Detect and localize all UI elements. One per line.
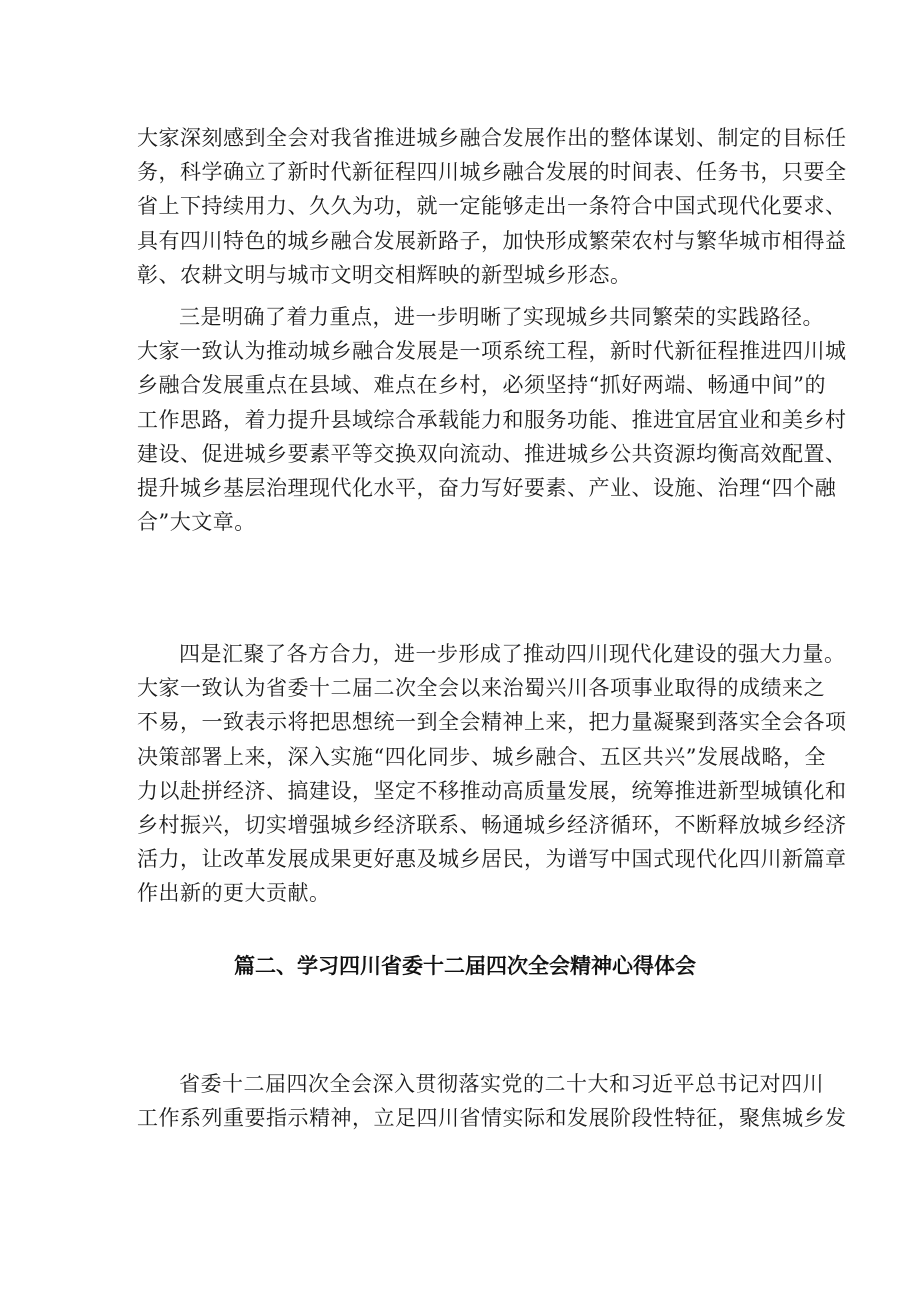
- text-line: 决策部署上来，深入实施“四化同步、城乡融合、五区共兴”发展战略，全: [137, 744, 826, 769]
- paragraph-continuation: [137, 121, 847, 292]
- text-line: 合”大文章。: [137, 510, 256, 535]
- text-line: 省委十二届四次全会深入贯彻落实党的二十大和习近平总书记对四川: [179, 1072, 824, 1096]
- text-line: 提升城乡基层治理现代化水平，奋力写好要素、产业、设施、治理“四个融: [137, 475, 837, 500]
- text-line: 彰、农耕文明与城市文明交相辉映的新型城乡形态。: [137, 262, 632, 287]
- paragraph-point-four: [137, 637, 847, 911]
- text-line: 乡村振兴，切实增强城乡经济联系、畅通城乡经济循环，不断释放城乡经济: [137, 812, 847, 837]
- text-line: 工作思路，着力提升县域综合承载能力和服务功能、推进宜居宜业和美乡村: [137, 407, 847, 432]
- text-line: 具有四川特色的城乡融合发展新路子，加快形成繁荣农村与繁华城市相得益: [137, 228, 847, 253]
- text-line: 作出新的更大贡献。: [137, 881, 331, 906]
- text-line: 四是汇聚了各方合力，进一步形成了推动四川现代化建设的强大力量。: [179, 642, 846, 666]
- text-line: 不易，一致表示将把思想统一到全会精神上来，把力量凝聚到落实全会各项: [137, 710, 847, 735]
- section-heading: 篇二、学习四川省委十二届四次全会精神心得体会: [234, 954, 696, 978]
- text-line: 大家深刻感到全会对我省推进城乡融合发展作出的整体谋划、制定的目标任: [137, 126, 847, 150]
- text-line: 务，科学确立了新时代新征程四川城乡融合发展的时间表、任务书，只要全: [137, 160, 847, 185]
- text-line: 省上下持续用力、久久为功，就一定能够走出一条符合中国式现代化要求、: [137, 194, 847, 219]
- paragraph-section-two-intro: [137, 1067, 847, 1135]
- text-line: 建设、促进城乡要素平等交换双向流动、推进城乡公共资源均衡高效配置、: [137, 441, 847, 466]
- text-line: 乡融合发展重点在县域、难点在乡村，必须坚持“抓好两端、畅通中间”的: [137, 373, 826, 398]
- text-line: 工作系列重要指示精神，立足四川省情实际和发展阶段性特征，聚焦城乡发: [137, 1106, 847, 1131]
- text-line: 大家一致认为省委十二届二次全会以来治蜀兴川各项事业取得的成绩来之: [137, 676, 825, 701]
- text-line: 力以赴拼经济、搞建设，坚定不移推动高质量发展，统筹推进新型城镇化和: [137, 778, 847, 803]
- text-line: 大家一致认为推动城乡融合发展是一项系统工程，新时代新征程推进四川城: [137, 339, 847, 364]
- text-line: 活力，让改革发展成果更好惠及城乡居民，为谱写中国式现代化四川新篇章: [137, 847, 847, 872]
- text-line: 三是明确了着力重点，进一步明晰了实现城乡共同繁荣的实践路径。: [179, 305, 824, 329]
- paragraph-point-three: [137, 300, 847, 539]
